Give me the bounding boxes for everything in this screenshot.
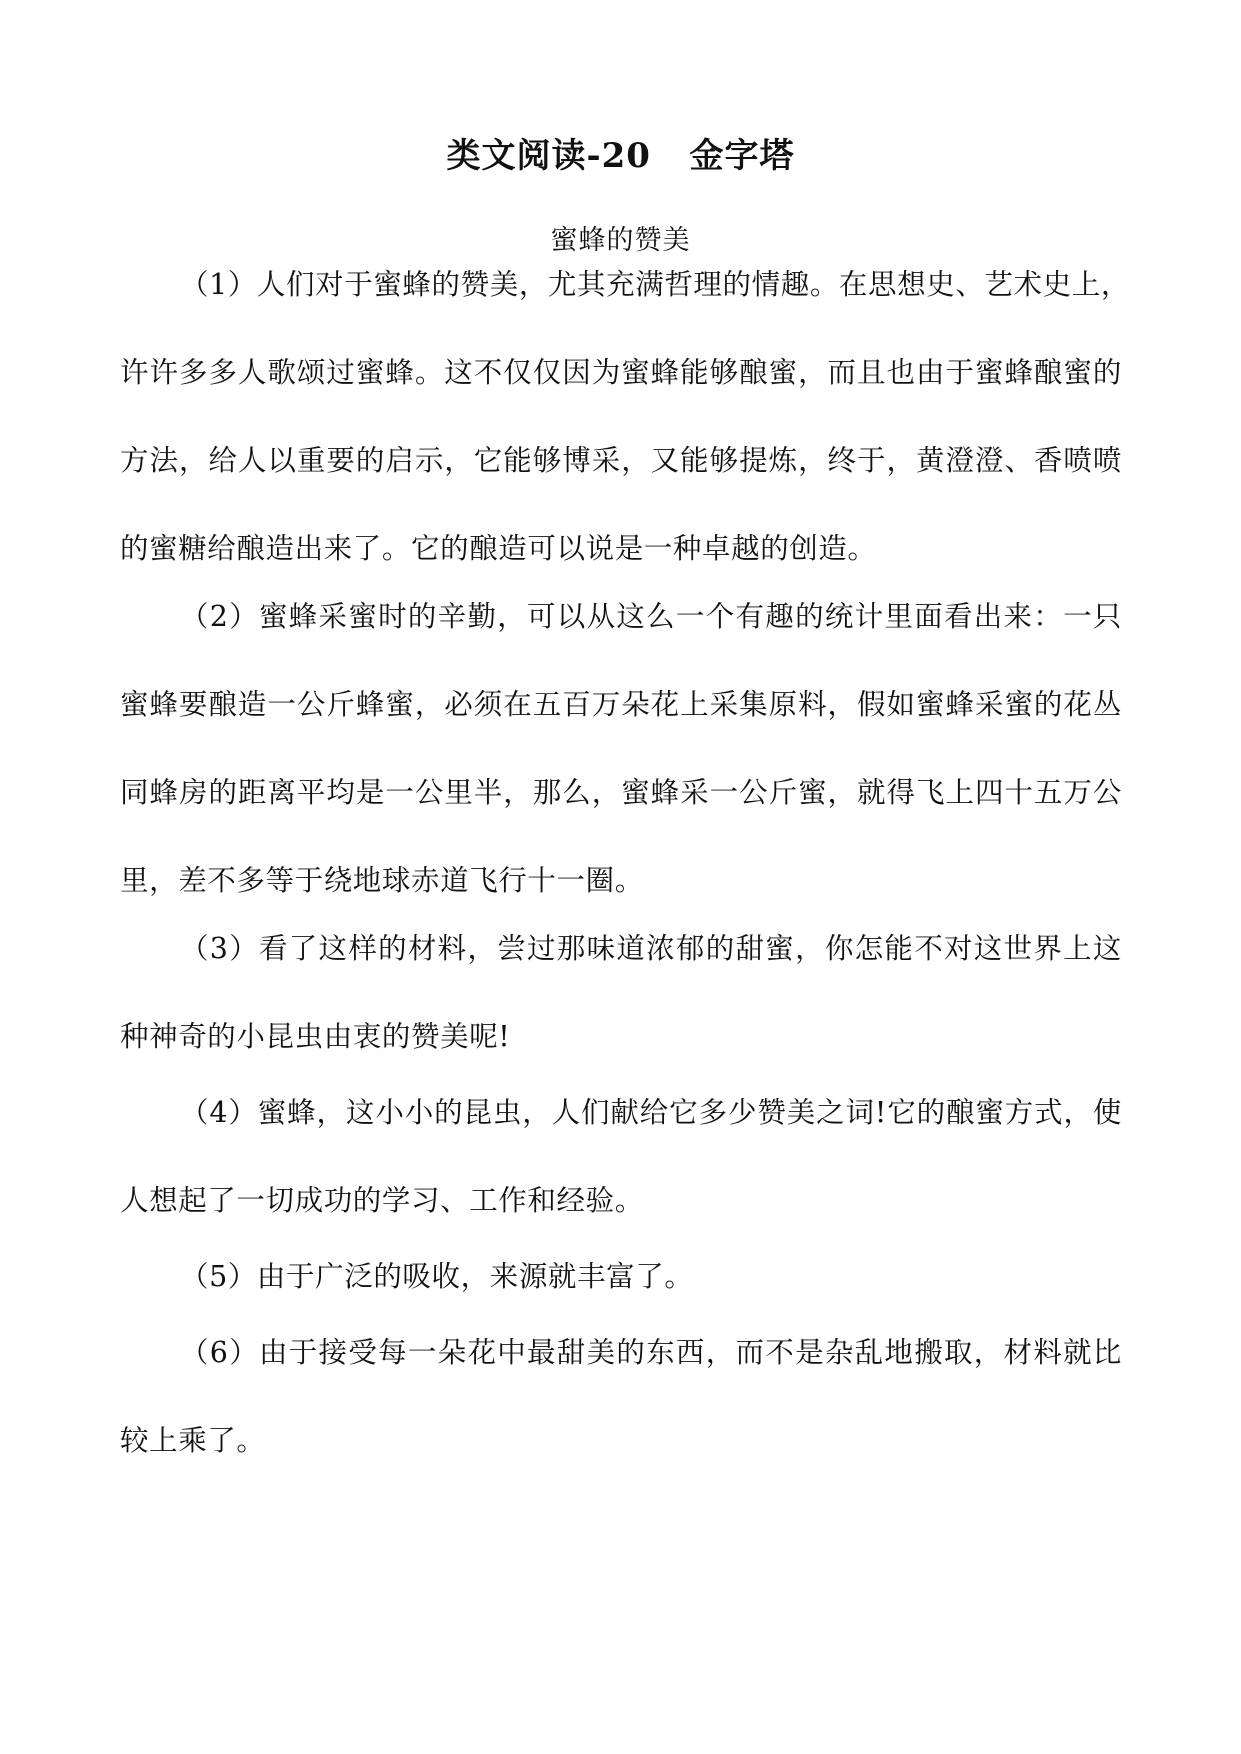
paragraph-line: （3）看了这样的材料，尝过那味道浓郁的甜蜜，你怎能不对这世界上这	[180, 932, 1122, 965]
paragraph-line: （2）蜜蜂采蜜时的辛勤，可以从这么一个有趣的统计里面看出来：一只	[180, 600, 1122, 633]
paragraph-line: 人想起了一切成功的学习、工作和经验。	[120, 1184, 644, 1217]
document-title: 类文阅读-20 金字塔	[446, 136, 795, 176]
paragraph-line: 里，差不多等于绕地球赤道飞行十一圈。	[120, 864, 644, 897]
paragraph-line: 方法，给人以重要的启示，它能够博采，又能够提炼，终于，黄澄澄、香喷喷	[120, 444, 1122, 477]
paragraph-line: 许许多多人歌颂过蜜蜂。这不仅仅因为蜜蜂能够酿蜜，而且也由于蜜蜂酿蜜的	[120, 356, 1122, 389]
paragraph-line: （1）人们对于蜜蜂的赞美，尤其充满哲理的情趣。在思想史、艺术史上，	[180, 268, 1130, 301]
paragraph-line: （4）蜜蜂，这小小的昆虫，人们献给它多少赞美之词!它的酿蜜方式，使	[180, 1096, 1122, 1129]
paragraph-line: 种神奇的小昆虫由衷的赞美呢!	[120, 1020, 511, 1053]
paragraph-line: 蜜蜂要酿造一公斤蜂蜜，必须在五百万朵花上采集原料，假如蜜蜂采蜜的花丛	[120, 688, 1122, 721]
paragraph-line: （5）由于广泛的吸收，来源就丰富了。	[180, 1260, 694, 1293]
paragraph-line: （6）由于接受每一朵花中最甜美的东西，而不是杂乱地搬取，材料就比	[180, 1336, 1122, 1369]
paragraph-line: 同蜂房的距离平均是一公里半，那么，蜜蜂采一公斤蜜，就得飞上四十五万公	[120, 776, 1122, 809]
paragraph-line: 较上乘了。	[120, 1424, 266, 1457]
paragraph-line: 的蜜糖给酿造出来了。它的酿造可以说是一种卓越的创造。	[120, 532, 877, 565]
document-subtitle: 蜜蜂的赞美	[550, 225, 691, 256]
